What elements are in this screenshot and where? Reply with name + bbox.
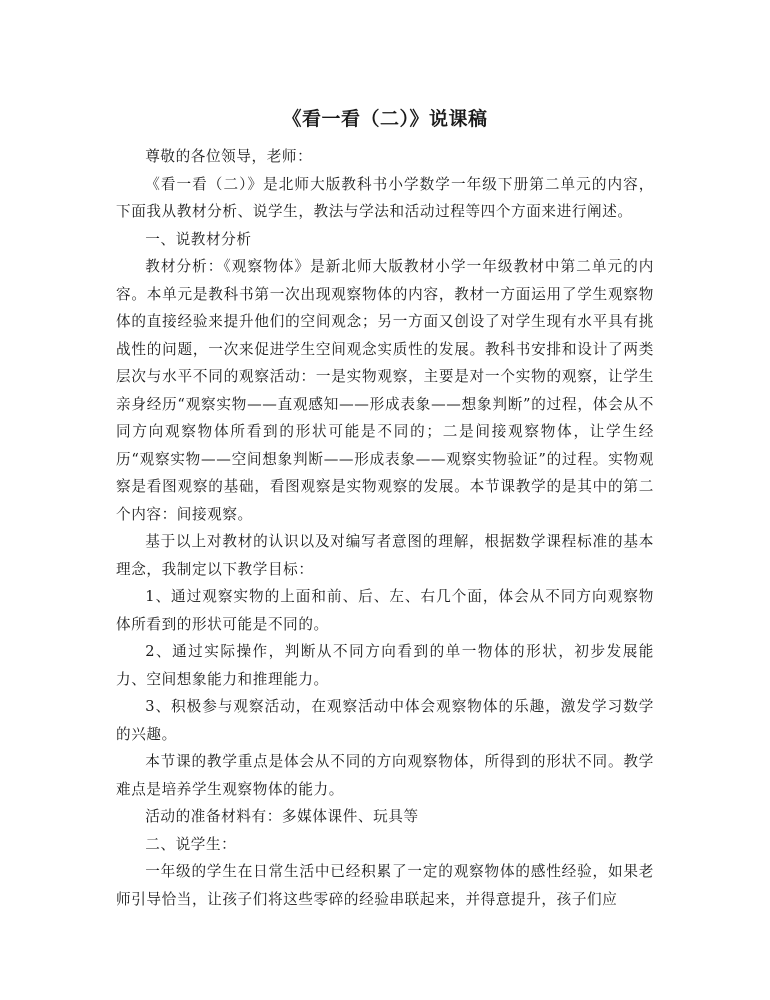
paragraph-materials: 活动的准备材料有：多媒体课件、玩具等: [145, 808, 419, 825]
paragraph-goal-3: 3、积极参与观察活动，在观察活动中体会观察物体的乐趣，激发学习数学的兴趣。: [116, 698, 654, 743]
paragraph-intro: 《看一看（二）》是北师大版教科书小学数学一年级下册第二单元的内容，下面我从教材分析、说学生，教法与学法和活动过程等四个方面来进行阐述。: [116, 175, 654, 220]
section-heading-students: 二、说学生：: [145, 835, 237, 853]
document-title: 《看一看（二）》说课稿: [282, 108, 488, 130]
paragraph-greeting: 尊敬的各位领导，老师：: [145, 148, 313, 165]
paragraph-textbook-analysis: 教材分析：《观察物体》是新北师大版教材小学一年级教材中第二单元的内容。本单元是教科书第一次出现观察物体的内容，教材一方面运用了学生观察物体的直接经验来提升他们的空间观念；另一方面又创设了对学生现有水平具有挑战性的问题，一次来促进学生空间观念实质性的发展。教科书安排和设计了两类层次与水平不同的观察活动：一是实物观察，主要是对一个实物的观察，让学生亲身经历“观察实物——直观感知——形成表象——想象判断”的过程，体会从不同方向观察物体所看到的形状可能是不同的；二是间接观察物体，让学生经历“观察实物——空间想象判断——形成表象——观察实物验证”的过程。实物观察是看图观察的基础，看图观察是实物观察的发展。本节课教学的是其中的第二个内容：间接观察。: [116, 258, 654, 523]
paragraph-students: 一年级的学生在日常生活中已经积累了一定的观察物体的感性经验，如果老师引导恰当，让孩子们将这些零碎的经验串联起来，并得意提升，孩子们应: [116, 863, 654, 908]
paragraph-key-points: 本节课的教学重点是体会从不同的方向观察物体，所得到的形状不同。教学难点是培养学生观察物体的能力。: [116, 753, 654, 798]
paragraph-goal-2: 2、通过实际操作，判断从不同方向看到的单一物体的形状，初步发展能力、空间想象能力和推理能力。: [116, 643, 654, 688]
paragraph-goals-intro: 基于以上对教材的认识以及对编写者意图的理解，根据数学课程标准的基本理念，我制定以下教学目标：: [116, 533, 654, 578]
section-heading-textbook-analysis: 一、说教材分析: [145, 230, 252, 248]
paragraph-goal-1: 1、通过观察实物的上面和前、后、左、右几个面，体会从不同方向观察物体所看到的形状可能是不同的。: [116, 588, 654, 633]
